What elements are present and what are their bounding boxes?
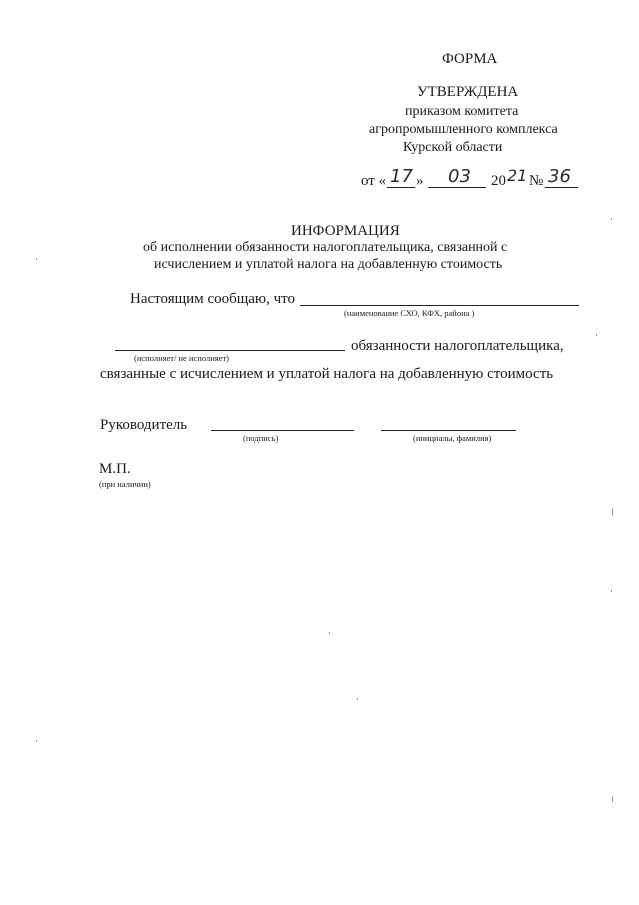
date-year-prefix: 20: [491, 173, 506, 189]
initials-surname-field: [381, 430, 516, 431]
stamp-label: М.П.: [99, 461, 131, 477]
approved-label: УТВЕРЖДЕНА: [417, 84, 519, 100]
document-heading: ИНФОРМАЦИЯ: [291, 223, 400, 239]
approved-line-3: Курской области: [403, 140, 503, 155]
organization-name-field: [300, 305, 579, 306]
date-prefix: от «: [361, 173, 387, 189]
form-label: ФОРМА: [442, 51, 498, 67]
scan-speck: [329, 632, 330, 634]
scan-speck: [36, 258, 37, 260]
report-text: Настоящим сообщаю, что: [130, 291, 296, 307]
fulfillment-status-caption: (исполняет/ не исполняет): [134, 353, 229, 363]
organization-name-caption: (наименование СХО, КФХ, района ): [344, 308, 475, 318]
title-line-2: исчислением и уплатой налога на добавленную стоимость: [154, 257, 503, 272]
number-underline: [545, 187, 578, 188]
scan-speck: [611, 218, 612, 220]
approved-line-1: приказом комитета: [405, 104, 519, 119]
number-sign: №: [529, 173, 544, 189]
scan-speck: [612, 508, 613, 516]
title-line-1: об исполнении обязанности налогоплательщика, связанной с: [143, 240, 508, 255]
obligation-text: обязанности налогоплательщика,: [351, 338, 564, 354]
date-day-underline: [387, 187, 415, 188]
date-month: 03: [448, 166, 471, 187]
date-year-suffix: 21: [507, 166, 528, 185]
scan-speck: [357, 698, 358, 700]
scan-speck: [596, 334, 597, 336]
approved-line-2: агропромышленного комплекса: [369, 122, 558, 137]
head-label: Руководитель: [100, 417, 188, 433]
scan-speck: [611, 590, 612, 592]
date-quote-close: »: [416, 173, 424, 189]
obligation-line-2: связанные с исчислением и уплатой налога на добавленную стоимость: [100, 366, 554, 382]
signature-caption: (подпись): [243, 433, 279, 443]
stamp-caption: (при наличии): [99, 479, 151, 489]
signature-field: [211, 430, 354, 431]
scan-speck: [612, 796, 613, 802]
fulfillment-status-field: [115, 350, 345, 351]
scan-speck: [36, 740, 37, 742]
initials-surname-caption: (инициалы, фамилия): [413, 433, 492, 443]
date-day: 17: [390, 166, 413, 187]
document-number: 36: [548, 166, 571, 187]
date-month-underline: [428, 187, 486, 188]
